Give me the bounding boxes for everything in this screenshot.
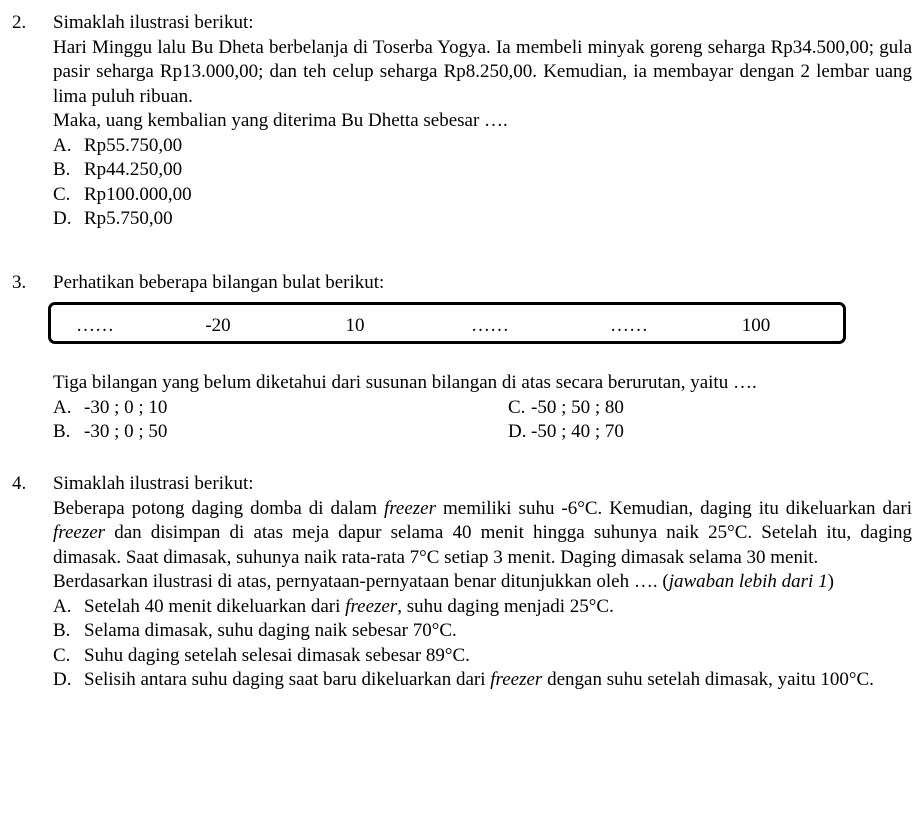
option-c[interactable] bbox=[53, 644, 912, 669]
option-text: Suhu daging setelah selesai dimasak sebesar 89°C. bbox=[84, 644, 470, 666]
option-text: -30 ; 0 ; 10 bbox=[84, 396, 168, 418]
story-text: dan disimpan di atas meja dapur selama 40 menit hingga suhunya naik 25°C. Setelah itu, daging dimasak. Saat dimasak, suhunya naik rata-rata 7°C setiap 3 menit. Daging dimasak selama 30 menit. bbox=[53, 522, 912, 568]
option-letter: C. bbox=[508, 396, 526, 418]
question-3-prompt-block bbox=[12, 371, 912, 445]
question-heading: Simaklah ilustrasi berikut: bbox=[53, 473, 254, 494]
sequence-item-4: …… bbox=[471, 315, 509, 336]
sequence-item-2: -20 bbox=[205, 315, 231, 336]
question-prompt bbox=[53, 570, 912, 595]
options-row-2 bbox=[53, 420, 912, 445]
option-text: Rp100.000,00 bbox=[84, 183, 192, 205]
option-a[interactable] bbox=[53, 396, 508, 421]
option-b[interactable] bbox=[53, 158, 912, 183]
number-sequence-box bbox=[48, 302, 846, 344]
question-3 bbox=[12, 271, 912, 296]
option-text: Selama dimasak, suhu daging naik sebesar 70°C. bbox=[84, 620, 457, 641]
question-heading: Perhatikan beberapa bilangan bulat berikut: bbox=[53, 272, 385, 293]
question-story: Hari Minggu lalu Bu Dheta berbelanja di Toserba Yogya. Ia membeli minyak goreng seharga Rp34.500,00; gula pasir seharga Rp13.000,00; dan teh celup seharga Rp8.250,00. Kemudian, ia membayar dengan 2 lembar uang lima puluh ribuan. bbox=[53, 36, 912, 107]
question-2 bbox=[12, 11, 912, 232]
option-text: -30 ; 0 ; 50 bbox=[84, 421, 168, 442]
option-text: Rp44.250,00 bbox=[84, 159, 183, 180]
option-letter: B. bbox=[53, 620, 71, 641]
option-text: Rp5.750,00 bbox=[84, 208, 173, 229]
option-b[interactable] bbox=[53, 619, 912, 644]
question-story bbox=[53, 497, 912, 571]
option-letter: C. bbox=[53, 183, 71, 205]
option-letter: D. bbox=[53, 208, 72, 229]
option-letter: A. bbox=[53, 595, 72, 617]
option-text: -50 ; 50 ; 80 bbox=[531, 396, 624, 418]
sequence-item-3: 10 bbox=[345, 315, 365, 336]
option-text: Selisih antara suhu daging saat baru dikeluarkan dari freezer dengan suhu setelah dimasak, yaitu 100°C. bbox=[84, 669, 874, 690]
option-text: Setelah 40 menit dikeluarkan dari freezer, suhu daging menjadi 25°C. bbox=[84, 595, 614, 617]
option-letter: A. bbox=[53, 396, 72, 418]
prompt-text: ) bbox=[827, 571, 834, 592]
question-prompt: Tiga bilangan yang belum diketahui dari susunan bilangan di atas secara berurutan, yaitu …. bbox=[53, 372, 757, 393]
option-d[interactable] bbox=[53, 207, 912, 232]
option-b[interactable] bbox=[53, 420, 508, 445]
sequence-item-5: …… bbox=[610, 315, 648, 336]
question-prompt: Maka, uang kembalian yang diterima Bu Dhetta sebesar …. bbox=[53, 110, 508, 131]
option-letter: D. bbox=[53, 669, 72, 690]
prompt-text: Berdasarkan ilustrasi di atas, pernyataan-pernyataan benar ditunjukkan oleh …. ( bbox=[53, 571, 669, 592]
story-italic: freezer bbox=[53, 522, 106, 543]
question-heading: Simaklah ilustrasi berikut: bbox=[53, 12, 254, 33]
option-letter: A. bbox=[53, 134, 72, 156]
sequence-item-1: …… bbox=[76, 315, 114, 336]
option-letter: B. bbox=[53, 421, 71, 442]
option-letter: C. bbox=[53, 644, 71, 666]
question-number: 4. bbox=[12, 473, 27, 494]
option-a[interactable] bbox=[53, 595, 912, 620]
option-letter: B. bbox=[53, 159, 71, 180]
option-text: Rp55.750,00 bbox=[84, 134, 183, 156]
story-text: Beberapa potong daging domba di dalam bbox=[53, 497, 384, 519]
question-number: 3. bbox=[12, 272, 27, 293]
story-italic: freezer bbox=[383, 497, 437, 519]
sequence-item-6: 100 bbox=[741, 315, 771, 336]
option-d[interactable] bbox=[508, 420, 624, 445]
option-c[interactable] bbox=[53, 183, 912, 208]
option-d[interactable] bbox=[53, 668, 912, 693]
question-number: 2. bbox=[12, 12, 27, 33]
option-letter: D. bbox=[508, 421, 527, 442]
story-text: memiliki suhu -6°C. Kemudian, daging itu dikeluarkan dari bbox=[436, 497, 912, 519]
option-text: -50 ; 40 ; 70 bbox=[531, 421, 624, 442]
prompt-italic: jawaban lebih dari 1 bbox=[668, 571, 828, 592]
options-row-1 bbox=[53, 396, 912, 421]
option-a[interactable] bbox=[53, 134, 912, 159]
option-c[interactable] bbox=[508, 396, 624, 421]
question-4 bbox=[12, 472, 912, 693]
